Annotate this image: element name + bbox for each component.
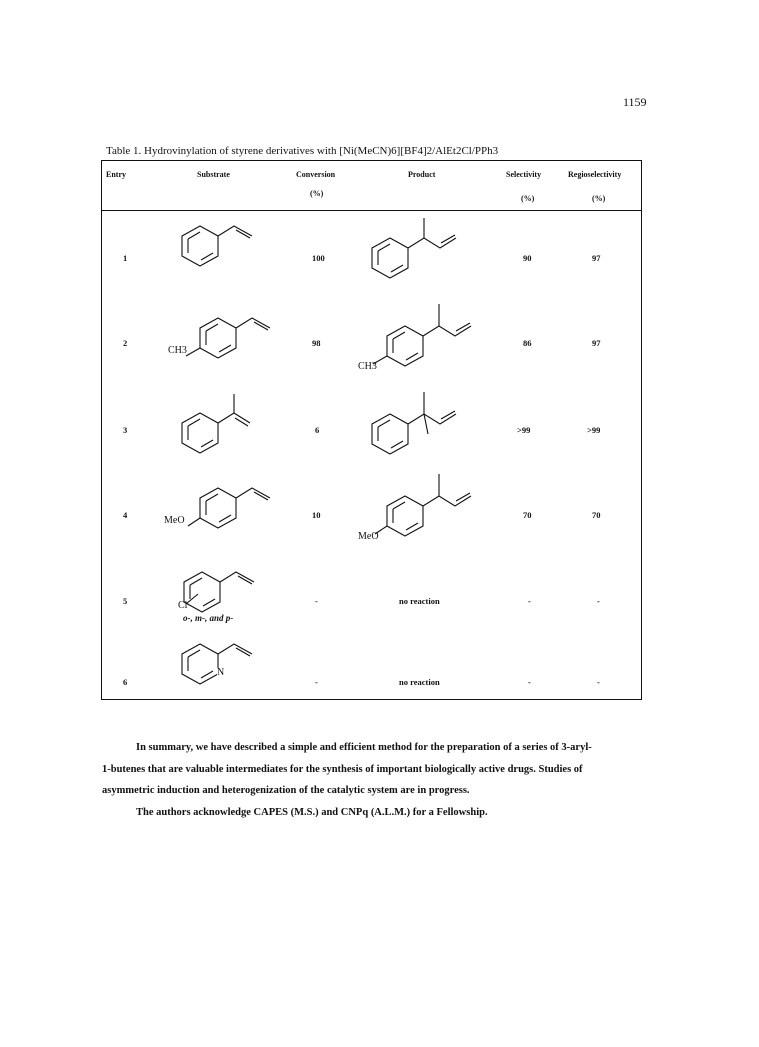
product1-structure [370,216,470,278]
header-conversion: Conversion [296,170,336,179]
product2-structure [385,302,485,366]
header-regioselectivity: Regioselectivity [568,170,622,179]
summary-line-1: In summary, we have described a simple and efficient method for the preparation of a series of 3-aryl- [136,742,592,753]
row2-regioselectivity: 97 [592,338,601,348]
row5-regioselectivity: - [597,596,600,606]
vinylpyridine-structure [180,632,270,688]
row3-selectivity: >99 [517,425,531,435]
row1-regioselectivity: 97 [592,253,601,263]
row1-selectivity: 90 [523,253,532,263]
product4-structure [385,472,485,536]
row2-conversion: 98 [312,338,321,348]
summary-line-3: asymmetric induction and heterogenization of the catalytic system are in progress. [102,785,470,796]
row3-conversion: 6 [315,425,320,435]
styrene-structure [180,215,270,275]
row6-entry: 6 [123,677,128,687]
row5-substrate-note: o-, m-, and p- [183,613,234,623]
page-number: 1159 [623,95,647,109]
header-entry: Entry [106,170,126,179]
row4-substrate-group: MeO [164,515,185,526]
row5-substrate-group: Cl [178,600,188,611]
row2-product-group: CH3 [358,361,377,372]
header-selectivity-unit: (%) [521,194,535,203]
row6-substrate-atom: N [217,667,225,678]
header-regioselectivity-unit: (%) [592,194,606,203]
header-product: Product [408,170,436,179]
row4-regioselectivity: 70 [592,510,601,520]
row5-product: no reaction [399,596,440,606]
row1-conversion: 100 [312,253,325,263]
row2-substrate-group: CH3 [168,345,187,356]
chlorostyrene-structure [182,560,272,616]
methylstyrene-structure [196,306,286,362]
row5-conversion: - [315,596,318,606]
row4-selectivity: 70 [523,510,532,520]
row4-product-group: MeO [358,531,379,542]
row6-product: no reaction [399,677,440,687]
summary-line-2: 1-butenes that are valuable intermediates for the synthesis of important biologically active drugs. Studies of [102,764,583,775]
header-divider [102,210,641,211]
row6-conversion: - [315,677,318,687]
row5-selectivity: - [528,596,531,606]
row3-entry: 3 [123,425,128,435]
row5-entry: 5 [123,596,128,606]
row4-conversion: 10 [312,510,321,520]
row6-regioselectivity: - [597,677,600,687]
row2-entry: 2 [123,338,128,348]
header-substrate: Substrate [197,170,230,179]
alpha-methylstyrene-structure [180,392,270,452]
row4-entry: 4 [123,510,128,520]
row6-selectivity: - [528,677,531,687]
header-conversion-unit: (%) [310,189,324,198]
header-selectivity: Selectivity [506,170,542,179]
acknowledgement: The authors acknowledge CAPES (M.S.) and CNPq (A.L.M.) for a Fellowship. [136,807,488,818]
row1-entry: 1 [123,253,128,263]
row3-regioselectivity: >99 [587,425,601,435]
methoxystyrene-structure [196,476,286,534]
table-caption: Table 1. Hydrovinylation of styrene derivatives with [Ni(MeCN)6][BF4]2/AlEt2Cl/PPh3 [106,145,499,157]
row2-selectivity: 86 [523,338,532,348]
product3-structure [370,390,470,456]
